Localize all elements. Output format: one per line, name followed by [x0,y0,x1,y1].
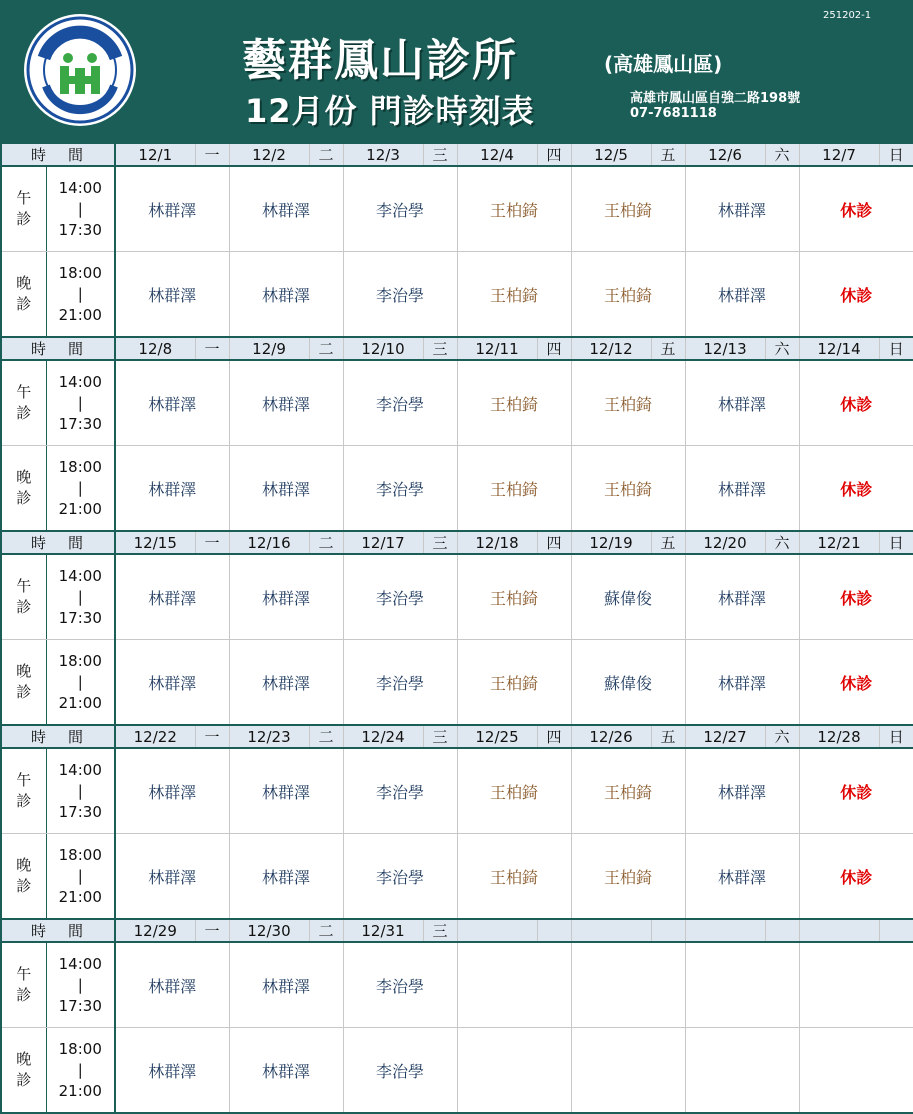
date-cell: 12/28 [799,725,879,748]
doctor-cell [229,834,343,920]
doctor-name: 王柏錡 [490,782,539,802]
noon-period-hours: 14:00 | 17:30 [46,942,115,1028]
date-cell: 12/14 [799,337,879,360]
doctor-cell [115,834,229,920]
weekday-cell: 四 [537,143,571,166]
weekday-cell: 三 [423,337,457,360]
doctor-name: 王柏錡 [604,479,653,499]
empty-cell [571,1028,685,1114]
doctor-name: 李治學 [376,394,425,414]
time-header-label: 時間 [1,337,115,360]
doctor-cell [343,166,457,252]
noon-period-row [1,554,913,640]
doctor-cell [457,252,571,338]
evening-period-hours: 18:00 | 21:00 [46,446,115,532]
empty-cell [685,942,799,1028]
doctor-name: 林群澤 [718,285,767,305]
weekday-cell [651,919,685,942]
doctor-cell [457,834,571,920]
doctor-name: 林群澤 [148,1061,197,1081]
week-header-row [1,919,913,942]
doctor-cell [685,166,799,252]
date-cell: 12/27 [685,725,765,748]
clinic-address: 高雄市鳳山區自強二路198號 [630,91,801,106]
doctor-cell [685,834,799,920]
doctor-name: 林群澤 [718,394,767,414]
doctor-name: 林群澤 [718,200,767,220]
doctor-cell [685,252,799,338]
weekday-cell: 六 [765,143,799,166]
date-cell: 12/20 [685,531,765,554]
weekday-cell: 一 [195,337,229,360]
noon-period-label: 午 診 [1,166,46,252]
doctor-name: 李治學 [376,976,425,996]
doctor-cell [799,252,913,338]
empty-cell [457,942,571,1028]
doctor-name: 林群澤 [148,394,197,414]
doctor-name: 林群澤 [262,479,311,499]
closed-label: 休診 [840,394,873,414]
empty-cell [457,1028,571,1114]
date-cell: 12/17 [343,531,423,554]
doctor-name: 王柏錡 [490,285,539,305]
weekday-cell: 五 [651,531,685,554]
date-cell [685,919,765,942]
weekday-cell: 一 [195,725,229,748]
document-code: 251202-1 [823,10,872,21]
time-header-label: 時間 [1,531,115,554]
weekday-cell: 三 [423,143,457,166]
doctor-cell [343,252,457,338]
doctor-name: 王柏錡 [604,285,653,305]
doctor-name: 蘇偉俊 [604,673,653,693]
evening-period-row [1,640,913,726]
closed-label: 休診 [840,200,873,220]
doctor-cell [457,554,571,640]
evening-period-row [1,1028,913,1114]
noon-period-label: 午 診 [1,360,46,446]
evening-period-row [1,446,913,532]
date-cell: 12/18 [457,531,537,554]
doctor-cell [685,554,799,640]
date-cell: 12/7 [799,143,879,166]
clinic-header [0,0,913,142]
doctor-name: 王柏錡 [490,200,539,220]
schedule-title: 12月份 門診時刻表 [245,92,535,130]
weekday-cell: 二 [309,919,343,942]
date-cell: 12/1 [115,143,195,166]
doctor-cell [457,446,571,532]
time-header-label: 時間 [1,725,115,748]
doctor-name: 李治學 [376,285,425,305]
doctor-cell [343,834,457,920]
nhi-logo-icon [24,14,136,126]
date-cell: 12/8 [115,337,195,360]
weekday-cell: 二 [309,725,343,748]
noon-period-row [1,942,913,1028]
weekday-cell: 四 [537,531,571,554]
doctor-name: 王柏錡 [604,394,653,414]
doctor-name: 蘇偉俊 [604,588,653,608]
weekday-cell: 三 [423,531,457,554]
weekday-cell: 四 [537,337,571,360]
doctor-cell [229,166,343,252]
closed-label: 休診 [840,673,873,693]
empty-cell [571,942,685,1028]
doctor-name: 林群澤 [718,867,767,887]
doctor-name: 王柏錡 [604,867,653,887]
doctor-cell [115,748,229,834]
weekday-cell [537,919,571,942]
doctor-name: 王柏錡 [490,588,539,608]
week-header-row [1,143,913,166]
doctor-name: 林群澤 [148,782,197,802]
doctor-cell [799,166,913,252]
noon-period-hours: 14:00 | 17:30 [46,166,115,252]
date-cell: 12/5 [571,143,651,166]
date-cell: 12/30 [229,919,309,942]
doctor-cell [229,640,343,726]
doctor-name: 林群澤 [148,285,197,305]
date-cell [799,919,879,942]
empty-cell [799,942,913,1028]
doctor-cell [115,942,229,1028]
evening-period-hours: 18:00 | 21:00 [46,1028,115,1114]
weekday-cell: 六 [765,725,799,748]
weekday-cell [879,919,913,942]
doctor-name: 林群澤 [262,782,311,802]
date-cell: 12/23 [229,725,309,748]
nhi-logo [24,14,136,126]
doctor-name: 林群澤 [718,588,767,608]
doctor-name: 林群澤 [148,200,197,220]
doctor-cell [685,640,799,726]
doctor-cell [799,360,913,446]
weekday-cell: 一 [195,919,229,942]
doctor-name: 林群澤 [262,285,311,305]
doctor-cell [799,554,913,640]
doctor-cell [115,446,229,532]
date-cell: 12/13 [685,337,765,360]
date-cell: 12/21 [799,531,879,554]
doctor-name: 王柏錡 [490,673,539,693]
date-cell: 12/4 [457,143,537,166]
evening-period-label: 晚 診 [1,834,46,920]
date-cell: 12/24 [343,725,423,748]
doctor-cell [229,360,343,446]
date-cell [571,919,651,942]
doctor-cell [343,360,457,446]
doctor-name: 李治學 [376,1061,425,1081]
doctor-name: 李治學 [376,673,425,693]
weekday-cell: 四 [537,725,571,748]
doctor-cell [571,748,685,834]
date-cell: 12/2 [229,143,309,166]
doctor-cell [115,640,229,726]
weekday-cell: 五 [651,725,685,748]
doctor-cell [457,166,571,252]
date-cell: 12/15 [115,531,195,554]
date-cell: 12/16 [229,531,309,554]
doctor-name: 李治學 [376,479,425,499]
doctor-cell [571,640,685,726]
weekday-cell: 一 [195,143,229,166]
evening-period-label: 晚 診 [1,1028,46,1114]
doctor-name: 林群澤 [718,782,767,802]
closed-label: 休診 [840,479,873,499]
doctor-cell [685,446,799,532]
time-header-label: 時間 [1,919,115,942]
doctor-cell [571,446,685,532]
evening-period-hours: 18:00 | 21:00 [46,834,115,920]
doctor-name: 林群澤 [262,976,311,996]
doctor-cell [799,748,913,834]
noon-period-hours: 14:00 | 17:30 [46,748,115,834]
doctor-name: 林群澤 [148,867,197,887]
doctor-name: 李治學 [376,867,425,887]
date-cell: 12/19 [571,531,651,554]
doctor-name: 李治學 [376,782,425,802]
schedule-table [0,142,913,1114]
noon-period-hours: 14:00 | 17:30 [46,554,115,640]
doctor-cell [229,446,343,532]
noon-period-label: 午 診 [1,748,46,834]
doctor-cell [571,554,685,640]
noon-period-label: 午 診 [1,942,46,1028]
noon-period-row [1,748,913,834]
doctor-cell [115,554,229,640]
closed-label: 休診 [840,285,873,305]
clinic-phone: 07-7681118 [630,106,717,121]
weekday-cell: 二 [309,337,343,360]
doctor-name: 林群澤 [262,394,311,414]
evening-period-label: 晚 診 [1,640,46,726]
week-header-row [1,725,913,748]
doctor-name: 林群澤 [148,976,197,996]
weekday-cell [765,919,799,942]
doctor-name: 林群澤 [262,867,311,887]
date-cell: 12/22 [115,725,195,748]
week-header-row [1,531,913,554]
date-cell: 12/9 [229,337,309,360]
clinic-region: (高雄鳳山區) [604,52,723,76]
doctor-cell [343,748,457,834]
date-cell: 12/12 [571,337,651,360]
doctor-cell [343,554,457,640]
closed-label: 休診 [840,588,873,608]
doctor-name: 林群澤 [718,479,767,499]
weekday-cell: 五 [651,143,685,166]
date-cell [457,919,537,942]
noon-period-row [1,166,913,252]
doctor-name: 王柏錡 [604,200,653,220]
noon-period-label: 午 診 [1,554,46,640]
doctor-cell [571,166,685,252]
doctor-cell [457,748,571,834]
doctor-name: 王柏錡 [490,479,539,499]
weekday-cell: 五 [651,337,685,360]
date-cell: 12/10 [343,337,423,360]
doctor-name: 林群澤 [718,673,767,693]
doctor-cell [685,360,799,446]
date-cell: 12/3 [343,143,423,166]
closed-label: 休診 [840,782,873,802]
doctor-name: 李治學 [376,200,425,220]
doctor-name: 林群澤 [148,588,197,608]
doctor-cell [799,834,913,920]
doctor-cell [229,748,343,834]
weekday-cell: 六 [765,337,799,360]
weekday-cell: 日 [879,143,913,166]
date-cell: 12/31 [343,919,423,942]
evening-period-row [1,834,913,920]
doctor-name: 林群澤 [148,479,197,499]
doctor-cell [343,1028,457,1114]
doctor-name: 李治學 [376,588,425,608]
doctor-name: 王柏錡 [604,782,653,802]
doctor-name: 林群澤 [262,588,311,608]
weekday-cell: 日 [879,725,913,748]
doctor-cell [571,834,685,920]
evening-period-label: 晚 診 [1,252,46,338]
doctor-cell [115,166,229,252]
doctor-cell [229,942,343,1028]
doctor-cell [571,252,685,338]
empty-cell [799,1028,913,1114]
doctor-cell [685,748,799,834]
doctor-cell [229,554,343,640]
doctor-cell [799,446,913,532]
weekday-cell: 日 [879,531,913,554]
weekday-cell: 三 [423,725,457,748]
weekday-cell: 六 [765,531,799,554]
doctor-name: 王柏錡 [490,867,539,887]
date-cell: 12/29 [115,919,195,942]
noon-period-hours: 14:00 | 17:30 [46,360,115,446]
evening-period-row [1,252,913,338]
doctor-cell [115,360,229,446]
date-cell: 12/26 [571,725,651,748]
date-cell: 12/11 [457,337,537,360]
doctor-name: 林群澤 [148,673,197,693]
doctor-name: 林群澤 [262,1061,311,1081]
evening-period-label: 晚 診 [1,446,46,532]
doctor-cell [115,252,229,338]
doctor-cell [229,1028,343,1114]
closed-label: 休診 [840,867,873,887]
date-cell: 12/25 [457,725,537,748]
weekday-cell: 三 [423,919,457,942]
doctor-cell [343,942,457,1028]
weekday-cell: 二 [309,531,343,554]
weekday-cell: 二 [309,143,343,166]
doctor-cell [343,640,457,726]
time-header-label: 時間 [1,143,115,166]
doctor-name: 林群澤 [262,200,311,220]
doctor-cell [343,446,457,532]
doctor-cell [799,640,913,726]
weekday-cell: 一 [195,531,229,554]
noon-period-row [1,360,913,446]
evening-period-hours: 18:00 | 21:00 [46,252,115,338]
doctor-cell [229,252,343,338]
doctor-cell [457,360,571,446]
date-cell: 12/6 [685,143,765,166]
evening-period-hours: 18:00 | 21:00 [46,640,115,726]
weekday-cell: 日 [879,337,913,360]
doctor-cell [571,360,685,446]
doctor-name: 王柏錡 [490,394,539,414]
doctor-cell [115,1028,229,1114]
week-header-row [1,337,913,360]
doctor-cell [457,640,571,726]
empty-cell [685,1028,799,1114]
clinic-name: 藝群鳳山診所 [242,35,518,86]
doctor-name: 林群澤 [262,673,311,693]
